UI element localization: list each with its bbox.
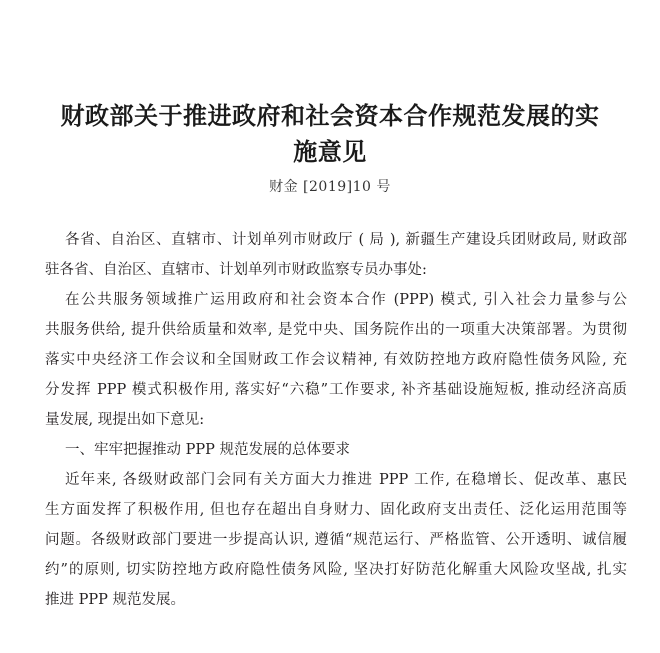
paragraph-line: 落实中央经济工作会议和全国财政工作会议精神, 有效防控地方政府隐性债务风险, 充 <box>45 352 627 368</box>
addressee-line: 驻各省、自治区、直辖市、计划单列市财政监察专员办事处: <box>45 262 427 278</box>
paragraph-line: 量发展, 现提出如下意见: <box>45 412 205 428</box>
document-number: 财金 [2019]10 号 <box>269 179 391 195</box>
paragraph-line: 生方面发挥了积极作用, 但也存在超出自身财力、固化政府支出责任、泛化运用范围等 <box>45 502 627 518</box>
addressee-line: 各省、自治区、直辖市、计划单列市财政厅 ( 局 ), 新疆生产建设兵团财政局, 财政部 <box>65 232 627 248</box>
paragraph-line: 问题。各级财政部门要进一步提高认识, 遵循“规范运行、严格监管、公开透明、诚信履 <box>45 532 627 548</box>
section-heading: 一、牢牢把握推动 PPP 规范发展的总体要求 <box>65 442 350 458</box>
paragraph-line: 约”的原则, 切实防控地方政府隐性债务风险, 坚决打好防范化解重大风险攻坚战, 扎实 <box>45 562 627 578</box>
document-title-line1: 财政部关于推进政府和社会资本合作规范发展的实 <box>60 101 600 130</box>
paragraph-line: 在公共服务领域推广运用政府和社会资本合作 (PPP) 模式, 引入社会力量参与公 <box>65 292 627 308</box>
paragraph-line: 分发挥 PPP 模式积极作用, 落实好“六稳”工作要求, 补齐基础设施短板, 推动经济高质 <box>45 382 627 398</box>
document-title-line2: 施意见 <box>293 137 367 166</box>
paragraph-line: 推进 PPP 规范发展。 <box>45 592 185 608</box>
paragraph-line: 共服务供给, 提升供给质量和效率, 是党中央、国务院作出的一项重大决策部署。为贯彻 <box>45 322 627 338</box>
paragraph-line: 近年来, 各级财政部门会同有关方面大力推进 PPP 工作, 在稳增长、促改革、惠民 <box>65 472 627 488</box>
